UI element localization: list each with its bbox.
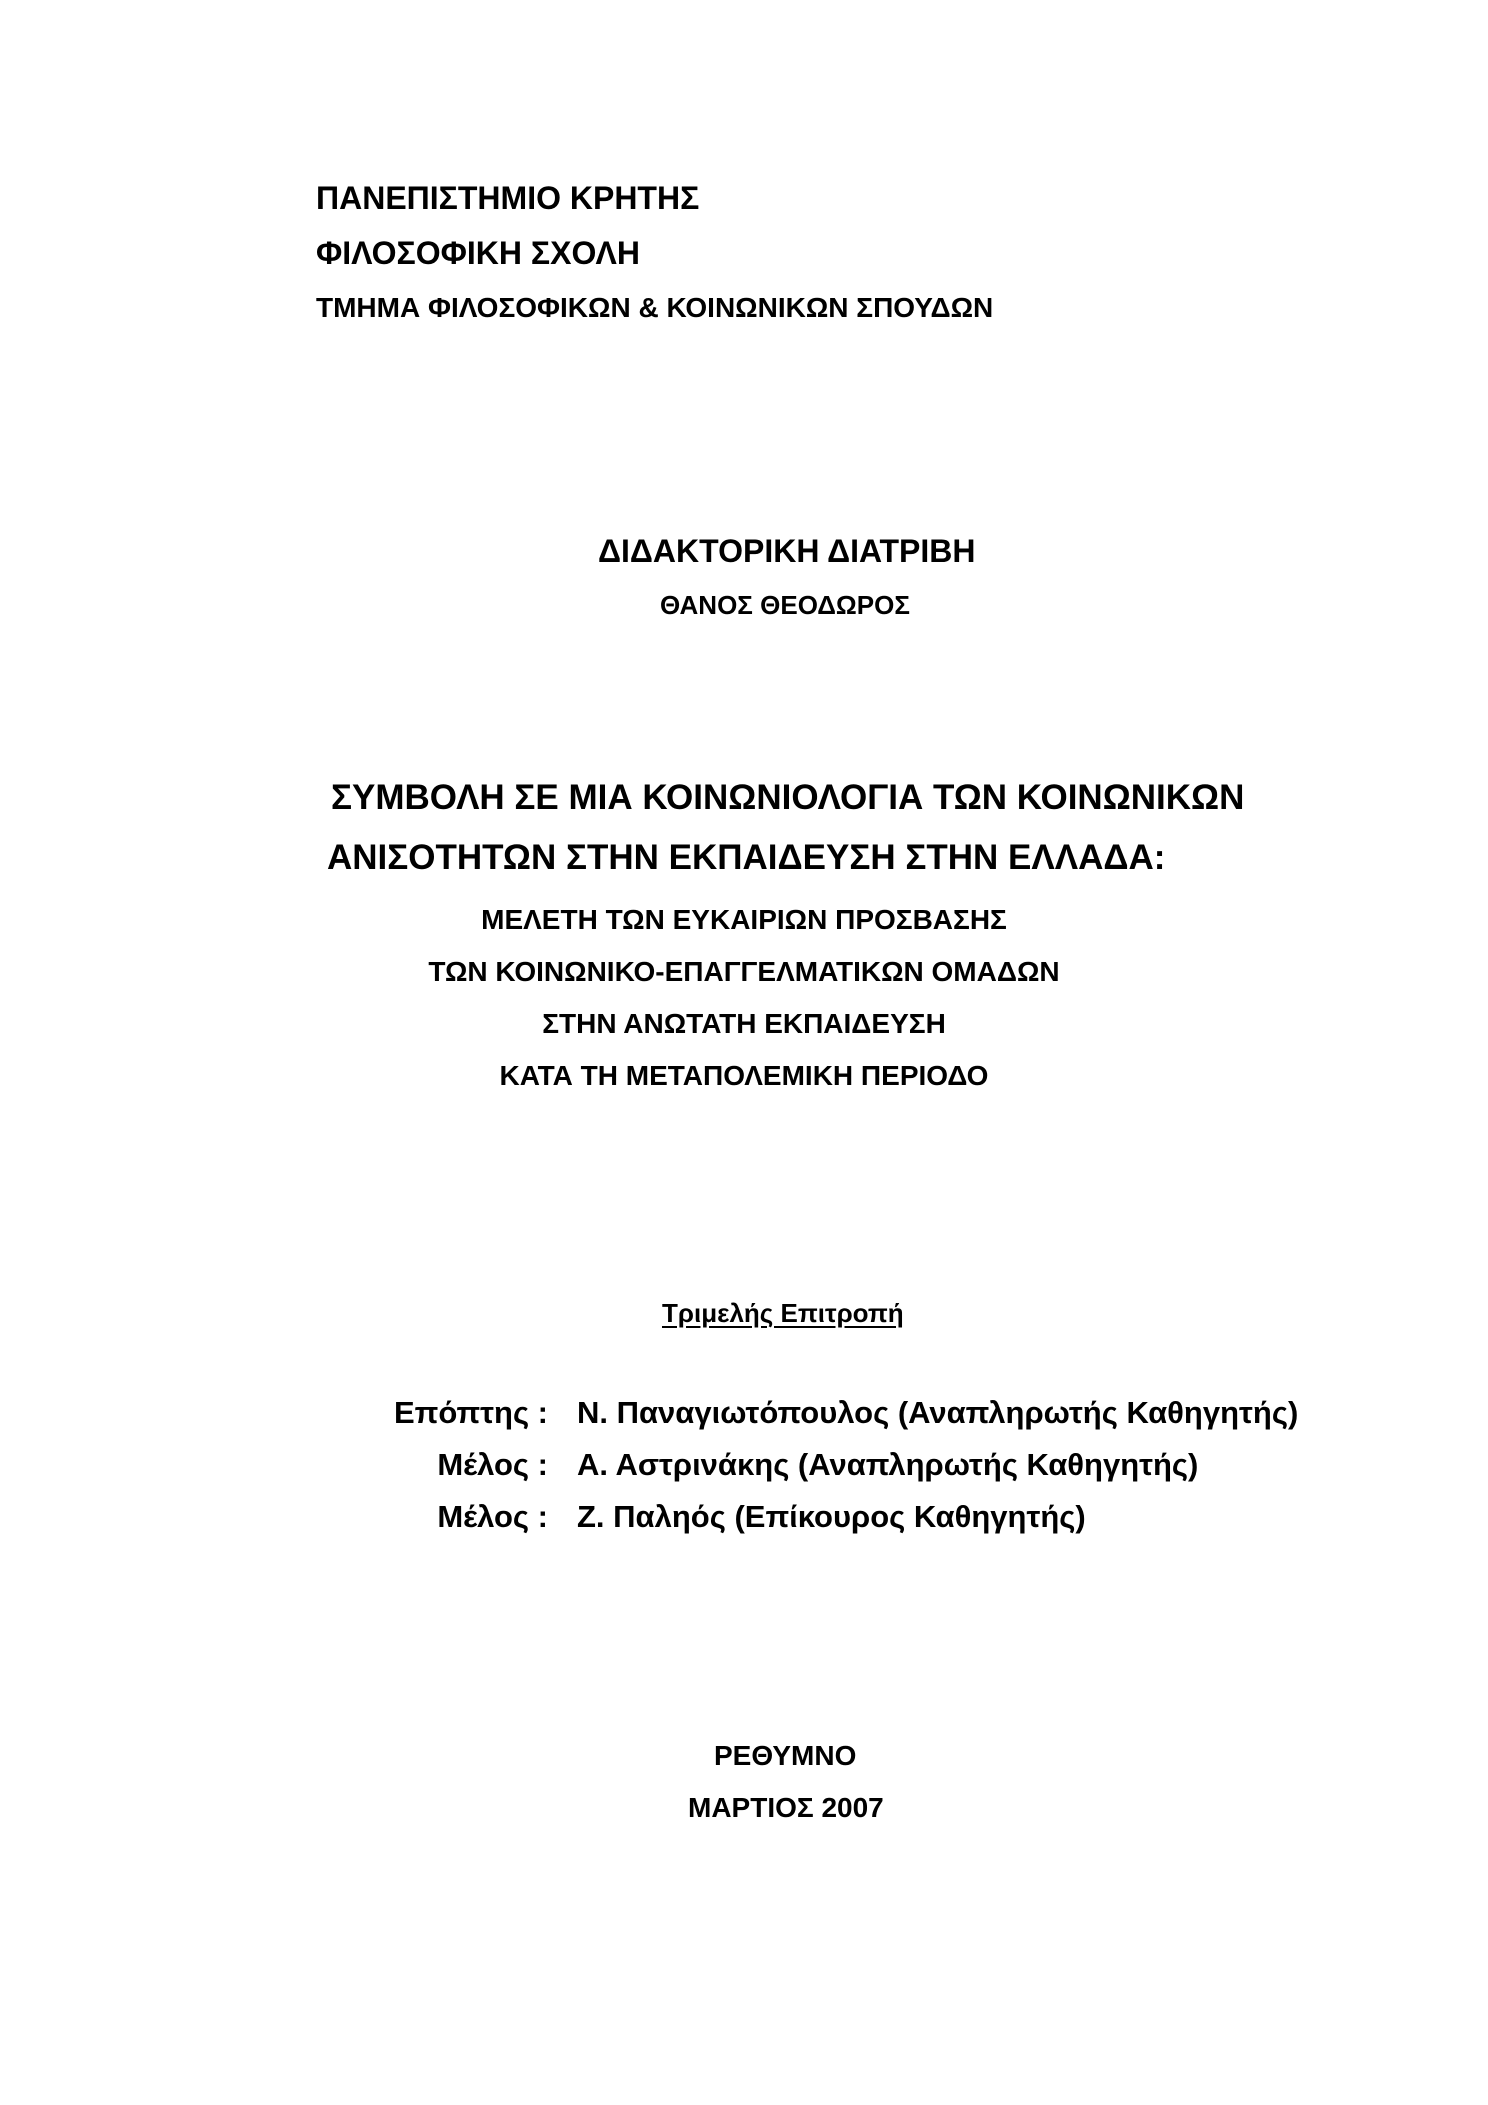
university-name: ΠΑΝΕΠΙΣΤΗΜΙΟ ΚΡΗΤΗΣ [316, 180, 700, 216]
subtitle-line-2: ΤΩΝ ΚΟΙΝΩΝΙΚΟ-ΕΠΑΓΓΕΛΜΑΤΙΚΩΝ ΟΜΑΔΩΝ [428, 956, 1060, 987]
department-name: ΤΜΗΜΑ ΦΙΛΟΣΟΦΙΚΩΝ & ΚΟΙΝΩΝΙΚΩΝ ΣΠΟΥΔΩΝ [316, 292, 994, 323]
committee-member-row [0, 1499, 1488, 1539]
committee-heading: Τριμελής Επιτροπή [662, 1298, 904, 1328]
subtitle-line-1: ΜΕΛΕΤΗ ΤΩΝ ΕΥΚΑΙΡΙΩΝ ΠΡΟΣΒΑΣΗΣ [481, 904, 1007, 935]
subtitle-line-4: ΚΑΤΑ ΤΗ ΜΕΤΑΠΟΛΕΜΙΚΗ ΠΕΡΙΟΔΟ [499, 1060, 989, 1091]
date: ΜΑΡΤΙΟΣ 2007 [688, 1792, 884, 1823]
title-line-1: ΣΥΜΒΟΛΗ ΣΕ ΜΙΑ ΚΟΙΝΩΝΙΟΛΟΓΙΑ ΤΩΝ ΚΟΙΝΩΝΙΚΩΝ [331, 778, 1245, 817]
title-line-2: ΑΝΙΣΟΤΗΤΩΝ ΣΤΗΝ ΕΚΠΑΙΔΕΥΣΗ ΣΤΗΝ ΕΛΛΑΔΑ: [327, 838, 1166, 877]
member-role: Επόπτης : [393, 1395, 548, 1430]
member-name: Α. Αστρινάκης (Αναπληρωτής Καθηγητής) [577, 1447, 1199, 1482]
committee-member-row [0, 1447, 1488, 1487]
place: ΡΕΘΥΜΝΟ [714, 1740, 857, 1771]
subtitle-line-3: ΣΤΗΝ ΑΝΩΤΑΤΗ ΕΚΠΑΙΔΕΥΣΗ [542, 1008, 946, 1039]
committee-member-row [0, 1395, 1488, 1435]
thesis-author: ΘΑΝΟΣ ΘΕΟΔΩΡΟΣ [660, 590, 910, 620]
school-name: ΦΙΛΟΣΟΦΙΚΗ ΣΧΟΛΗ [316, 235, 640, 271]
member-role: Μέλος : [437, 1447, 548, 1482]
member-name: Ζ. Παληός (Επίκουρος Καθηγητής) [577, 1499, 1086, 1534]
member-role: Μέλος : [437, 1499, 548, 1534]
member-name: Ν. Παναγιωτόπουλος (Αναπληρωτής Καθηγητής) [577, 1395, 1299, 1430]
thesis-type: ΔΙΔΑΚΤΟΡΙΚΗ ΔΙΑΤΡΙΒΗ [598, 533, 976, 569]
